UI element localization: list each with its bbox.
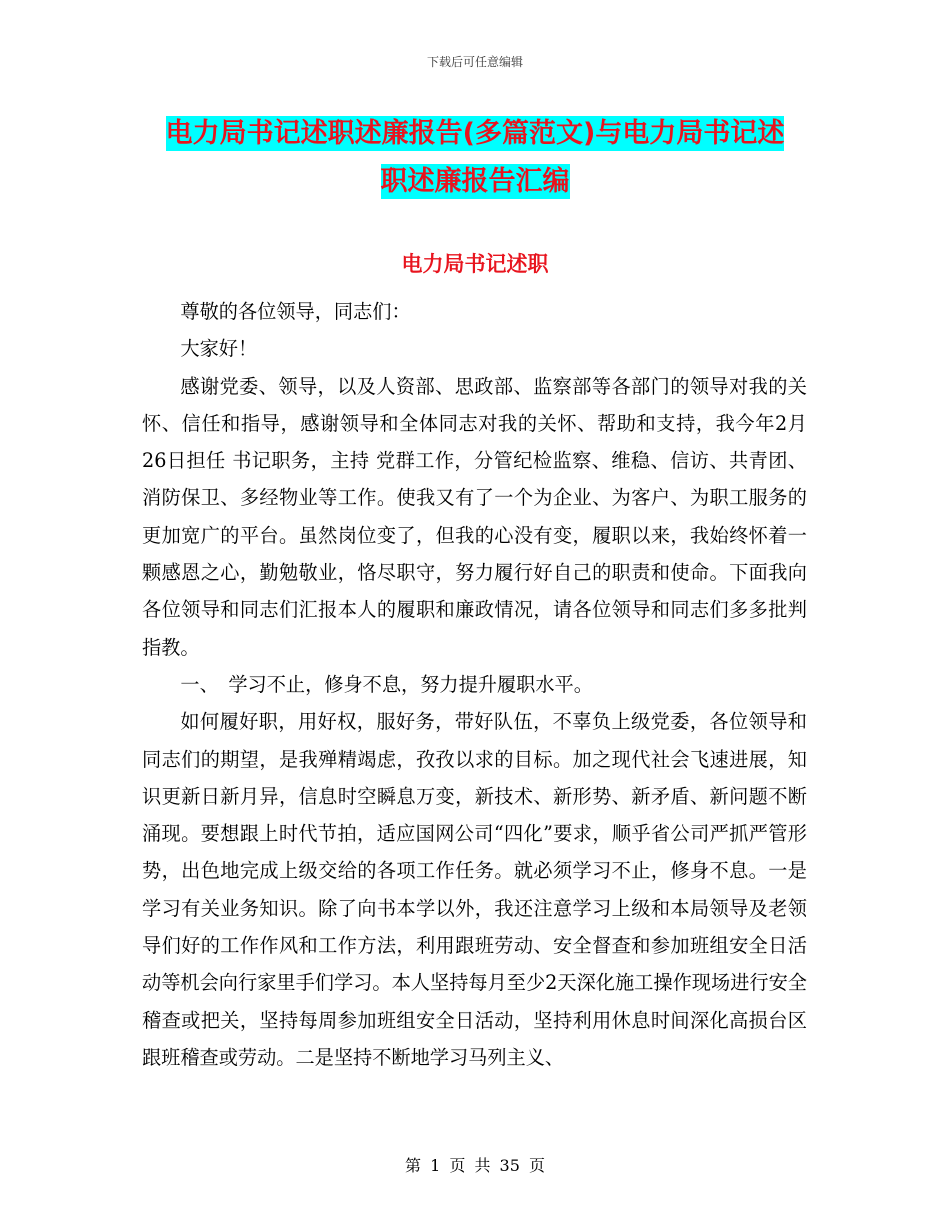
document-title (140, 110, 810, 206)
section-title: 电力局书记述职 (401, 252, 549, 276)
paragraph-heading-1: 一、 学习不止，修身不息，努力提升履职水平。 (180, 672, 593, 696)
paragraph-salutation: 尊敬的各位领导，同志们： (180, 300, 411, 323)
document-title-line1: 电力局书记述职述廉报告(多篇范文)与电力局书记述 (165, 118, 785, 149)
document-body (142, 293, 807, 1076)
document-title-line2: 职述廉报告汇编 (380, 166, 570, 197)
paragraph-greeting: 大家好！ (180, 337, 258, 361)
page-number: 第 1 页 共 35 页 (405, 1156, 545, 1175)
paragraph-intro: 感谢党委、领导，以及人资部、思政部、监察部等各部门的领导对我的关怀、信任和指导，感谢领导和全体同志对我的关怀、帮助和支持，我今年2月26日担任 书记职务，主持 党群工作，分管纪检监察、维稳、信访、共青团、消防保卫、多经物业等工作。使我又有了一个为企业、为客户、为职工服务的更加宽广的平台。虽然岗位变了，但我的心没有变，履职以来，我始终怀着一颗感恩之心，勤勉敬业，恪尽职守，努力履行好自己的职责和使命。下面我向各位领导和同志们汇报本人的履职和廉政情况，请各位领导和同志们多多批判指教。 (142, 374, 807, 659)
paragraph-study: 如何履好职，用好权，服好务，带好队伍，不辜负上级党委，各位领导和同志们的期望，是我殚精竭虑，孜孜以求的目标。加之现代社会飞速进展，知识更新日新月异，信息时空瞬息万变，新技术、新形势、新矛盾、新问题不断涌现。要想跟上时代节拍，适应国网公司“四化”要求，顺乎省公司严抓严管形势，出色地完成上级交给的各项工作任务。就必须学习不止，修身不息。一是学习有关业务知识。除了向书本学以外，我还注意学习上级和本局领导及老领导们好的工作作风和工作方法，利用跟班劳动、安全督查和参加班组安全日活动等机会向行家里手们学习。本人坚持每月至少2天深化施工操作现场进行安全稽查或把关，坚持每周参加班组安全日活动，坚持利用休息时间深化高损台区跟班稽查或劳动。二是坚持不断地学习马列主义、 (142, 710, 807, 1069)
header-note: 下载后可任意编辑 (426, 55, 523, 69)
